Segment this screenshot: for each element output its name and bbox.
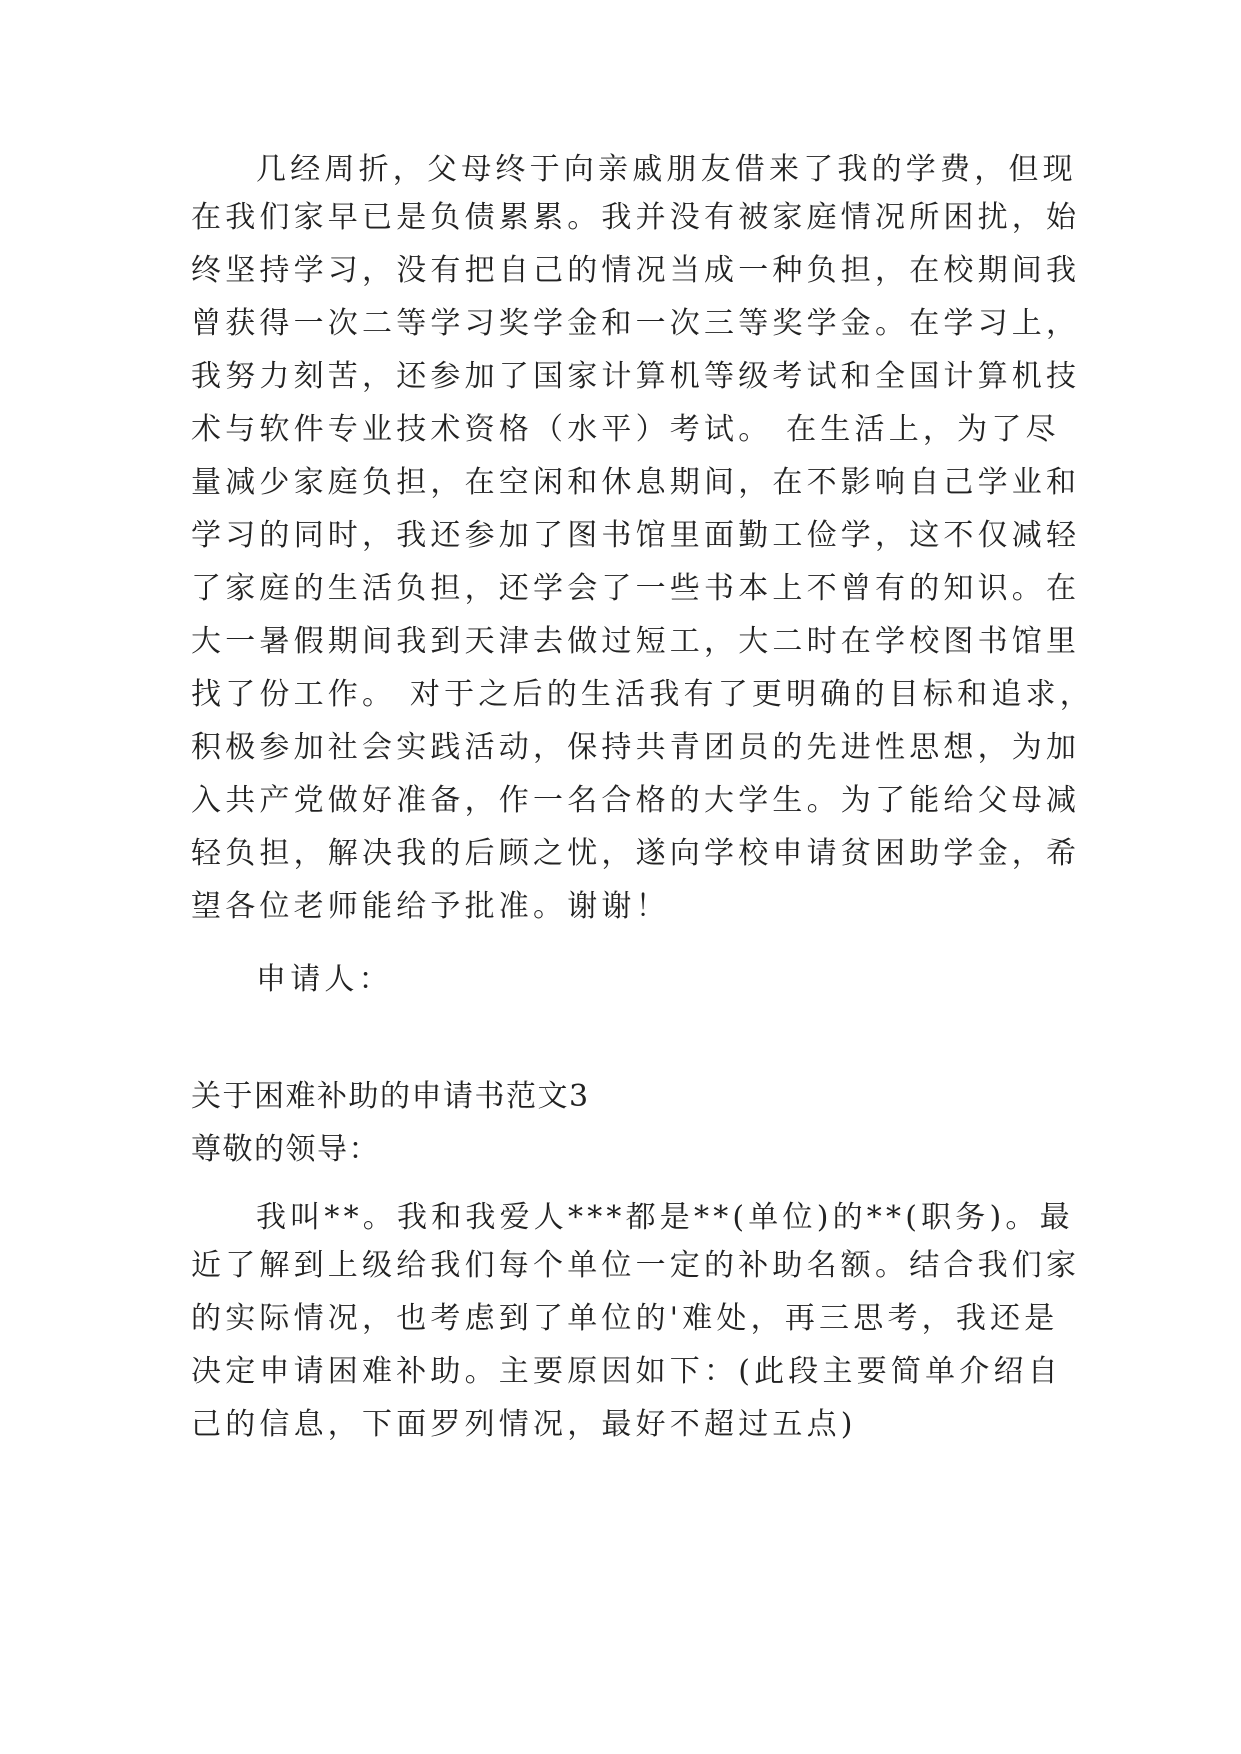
para1-line-13: 入共产党做好准备，作一名合格的大学生。为了能给父母减 [191,783,1081,818]
para1-line-11: 找了份工作。 对于之后的生活我有了更明确的目标和追求， [191,677,1094,712]
para1-line-2: 在我们家早已是负债累累。我并没有被家庭情况所困扰，始 [191,200,1081,235]
para1-line-14: 轻负担，解决我的后顾之忧，遂向学校申请贫困助学金，希 [191,836,1081,871]
para1-line-7: 量减少家庭负担，在空闲和休息期间，在不影响自己学业和 [191,465,1081,500]
para2-line-1: 我叫**。我和我爱人***都是**(单位)的**(职务)。最 [256,1200,1074,1235]
para1-line-8: 学习的同时，我还参加了图书馆里面勤工俭学，这不仅减轻 [191,518,1081,553]
para1-line-3: 终坚持学习，没有把自己的情况当成一种负担，在校期间我 [191,253,1081,288]
para1-line-12: 积极参加社会实践活动，保持共青团员的先进性思想，为加 [191,730,1081,765]
para1-line-15: 望各位老师能给予批准。谢谢！ [191,889,670,924]
para1-line-1: 几经周折，父母终于向亲戚朋友借来了我的学费，但现 [256,152,1077,187]
applicant-label: 申请人： [256,962,393,997]
para1-line-5: 我努力刻苦，还参加了国家计算机等级考试和全国计算机技 [191,359,1081,394]
para1-line-4: 曾获得一次二等学习奖学金和一次三等奖学金。在学习上， [191,306,1081,341]
section-heading: 关于困难补助的申请书范文3 [191,1079,590,1114]
para1-line-6: 术与软件专业技术资格（水平）考试。 在生活上，为了尽 [191,412,1060,447]
para2-line-2: 近了解到上级给我们每个单位一定的补助名额。结合我们家 [191,1248,1081,1283]
para2-line-5: 己的信息，下面罗列情况，最好不超过五点) [191,1407,857,1442]
para1-line-9: 了家庭的生活负担，还学会了一些书本上不曾有的知识。在 [191,571,1081,606]
para2-line-3: 的实际情况，也考虑到了单位的'难处，再三思考，我还是 [191,1301,1059,1336]
para2-line-4: 决定申请困难补助。主要原因如下：(此段主要简单介绍自 [191,1354,1062,1389]
para1-line-10: 大一暑假期间我到天津去做过短工，大二时在学校图书馆里 [191,624,1081,659]
salutation: 尊敬的领导： [191,1132,380,1167]
